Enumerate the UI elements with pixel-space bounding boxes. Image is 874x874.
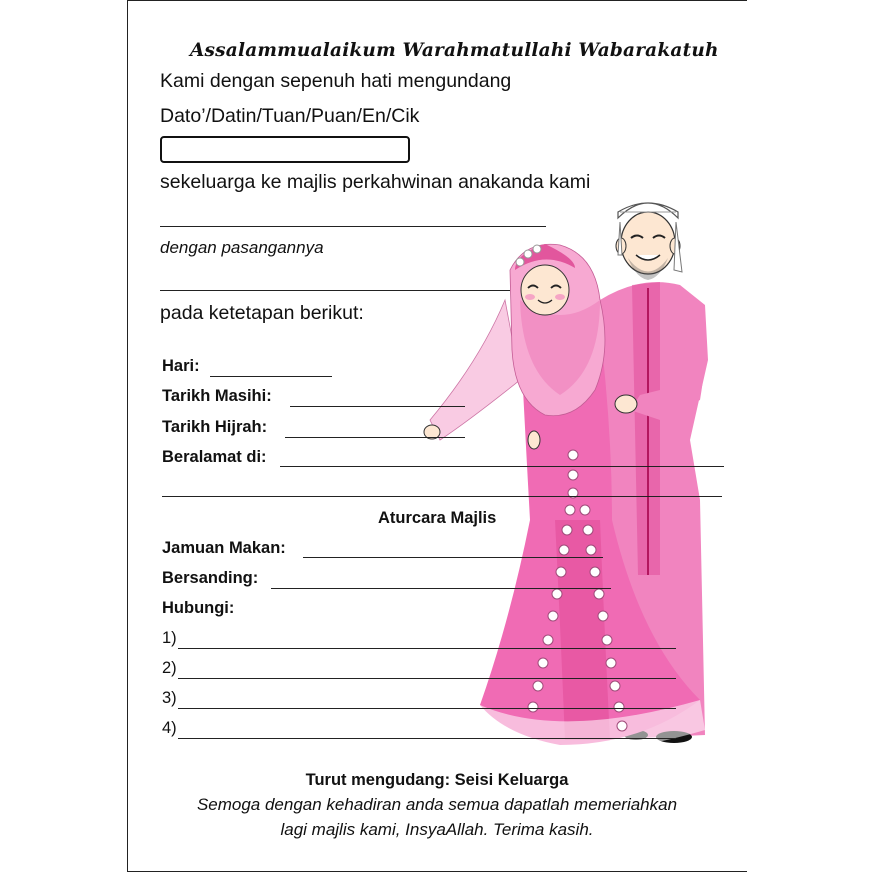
honorifics-text: Dato’/Datin/Tuan/Puan/En/Cik xyxy=(160,105,420,127)
contact-2-line[interactable] xyxy=(178,678,676,679)
with-spouse-text: dengan pasangannya xyxy=(160,238,324,257)
details-intro: pada ketetapan berikut: xyxy=(160,302,364,324)
meal-line[interactable] xyxy=(303,557,603,558)
co-inviter: Turut mengudang: Seisi Keluarga xyxy=(305,771,569,789)
contact-3-line[interactable] xyxy=(178,708,676,709)
closing-line-1: Semoga dengan kehadiran anda semua dapatlah memeriahkan xyxy=(196,795,678,814)
contact-1-label: 1) xyxy=(162,629,177,647)
day-line[interactable] xyxy=(210,376,332,377)
contact-3-label: 3) xyxy=(162,689,177,707)
hijri-date-label: Tarikh Hijrah: xyxy=(162,418,268,436)
gregorian-date-line[interactable] xyxy=(290,406,465,407)
spouse-name-line[interactable] xyxy=(160,290,510,291)
meal-label: Jamuan Makan: xyxy=(162,539,286,557)
gregorian-date-label: Tarikh Masihi: xyxy=(162,387,272,405)
address-line-2[interactable] xyxy=(162,496,722,497)
intro-text: Kami dengan sepenuh hati mengundang xyxy=(160,70,512,92)
address-line-1[interactable] xyxy=(280,466,724,467)
family-line: sekeluarga ke majlis perkahwinan anakanda kami xyxy=(160,171,591,193)
address-label: Beralamat di: xyxy=(162,448,267,466)
contact-1-line[interactable] xyxy=(178,648,676,649)
day-label: Hari: xyxy=(162,357,200,375)
greeting: Assalammualaikum Warahmatullahi Wabarakatuh xyxy=(190,40,719,61)
child-name-line[interactable] xyxy=(160,226,546,227)
program-title: Aturcara Majlis xyxy=(378,509,497,527)
closing-line-2: lagi majlis kami, InsyaAllah. Terima kasih. xyxy=(280,820,594,839)
contact-2-label: 2) xyxy=(162,659,177,677)
guest-name-box[interactable] xyxy=(160,136,410,163)
contact-label: Hubungi: xyxy=(162,599,235,617)
contact-4-line[interactable] xyxy=(178,738,676,739)
hijri-date-line[interactable] xyxy=(285,437,465,438)
bersanding-line[interactable] xyxy=(271,588,611,589)
contact-4-label: 4) xyxy=(162,719,177,737)
bersanding-label: Bersanding: xyxy=(162,569,259,587)
